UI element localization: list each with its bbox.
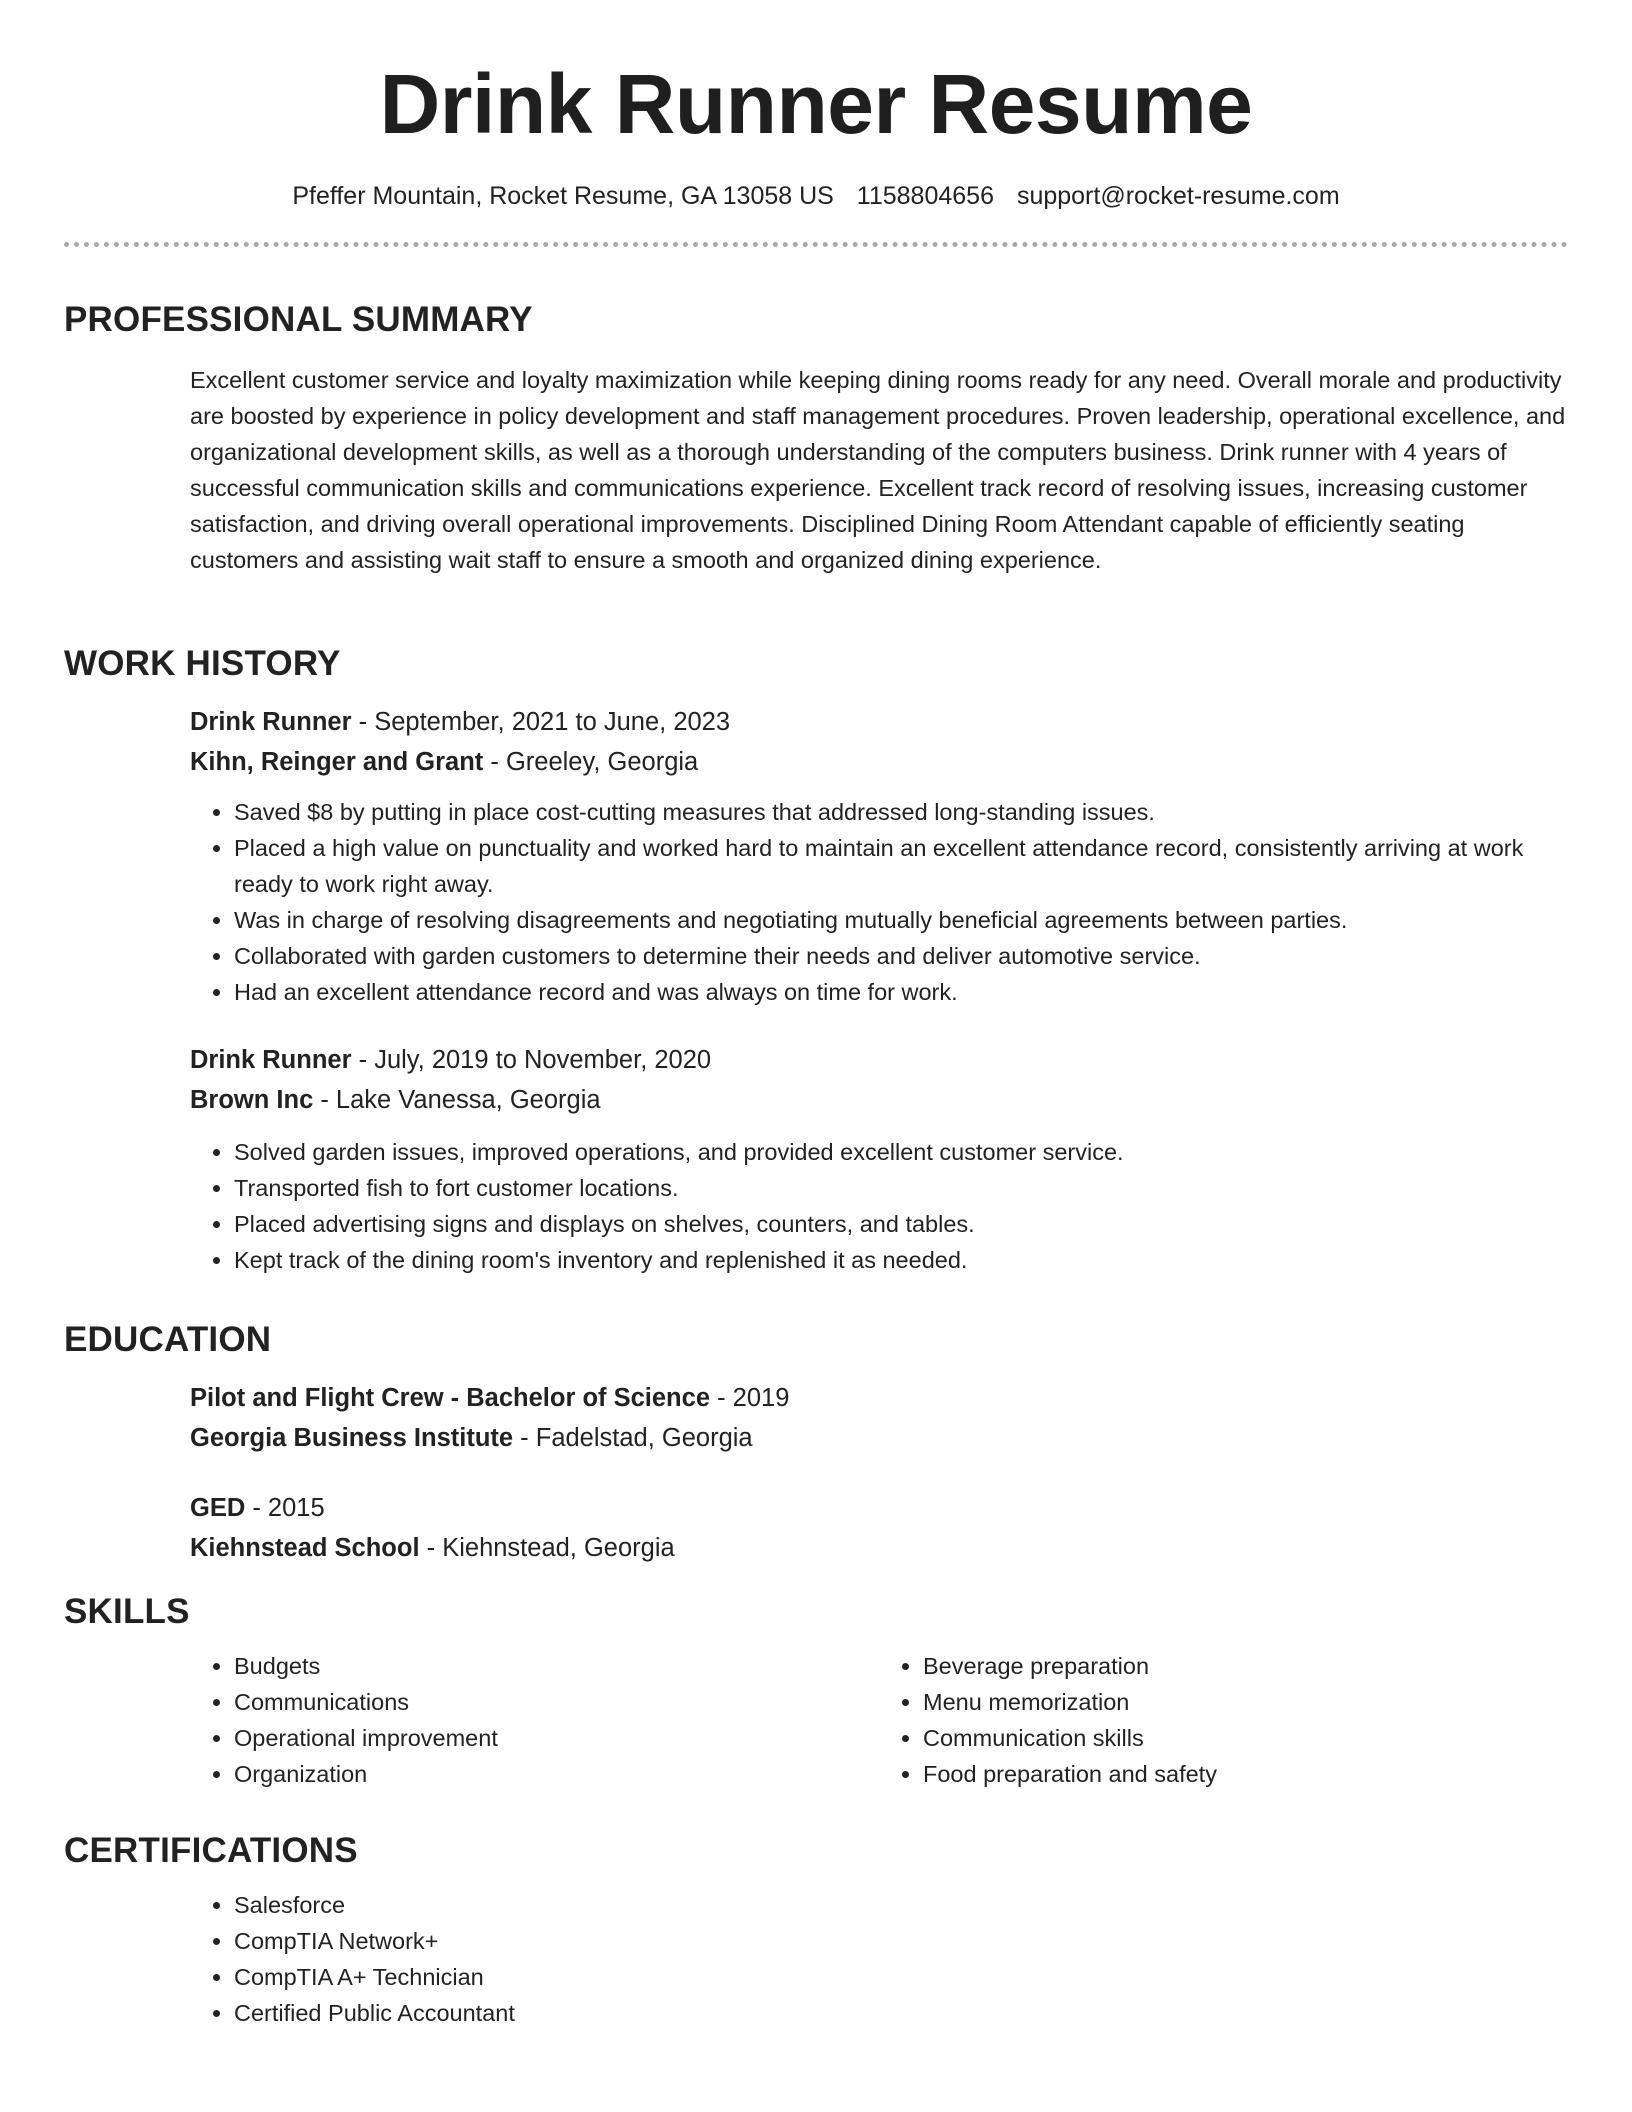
- work-heading: WORK HISTORY: [64, 644, 341, 683]
- list-item: • Placed advertising signs and displays on shelves, counters, and tables.: [234, 1206, 1568, 1242]
- certification-item: • Certified Public Accountant: [234, 1995, 1568, 2031]
- job-bullets: [190, 794, 1568, 1010]
- skills-list-left: [190, 1648, 879, 1792]
- contact-phone: 1158804656: [856, 182, 994, 210]
- list-item: • Collaborated with garden customers to determine their needs and deliver automotive service.: [234, 938, 1568, 974]
- job-title-line: [190, 702, 1568, 742]
- job-company: Kihn, Reinger and Grant: [190, 748, 484, 776]
- certifications-list: [190, 1887, 1568, 2031]
- education-school: Kiehnstead School: [190, 1534, 420, 1562]
- summary-heading: PROFESSIONAL SUMMARY: [64, 300, 533, 339]
- skill-item: • Communications: [234, 1684, 879, 1720]
- section-education: [64, 1318, 1568, 1568]
- job-entry: [190, 1040, 1568, 1278]
- education-degree: GED: [190, 1494, 246, 1522]
- section-work-history: [64, 642, 1568, 1278]
- education-degree: Pilot and Flight Crew - Bachelor of Science: [190, 1384, 710, 1412]
- skill-item: • Budgets: [234, 1648, 879, 1684]
- list-item: • Had an excellent attendance record and was always on time for work.: [234, 974, 1568, 1010]
- section-certifications: [64, 1829, 1568, 2031]
- page-title: Drink Runner Resume: [379, 57, 1253, 151]
- summary-text: Excellent customer service and loyalty maximization while keeping dining rooms ready for any need. Overall morale and productivity are boosted by experience in policy development and staff management procedures. Proven leadership, operational excellence, and organizational development skills, as well as a thorough understanding of the computers business. Drink runner with 4 years of successful communication skills and communications experience. Excellent track record of resolving issues, increasing customer satisfaction, and driving overall operational improvements. Disciplined Dining Room Attendant capable of efficiently seating customers and assisting wait staff to ensure a smooth and organized dining experience.: [190, 367, 1566, 573]
- contact-email: support@rocket-resume.com: [1016, 182, 1340, 210]
- contact-line: [64, 180, 1568, 212]
- job-location: - Greeley, Georgia: [483, 748, 699, 776]
- skills-grid: [190, 1648, 1568, 1792]
- job-company-line: [190, 1080, 1568, 1120]
- job-location: - Lake Vanessa, Georgia: [313, 1086, 601, 1114]
- job-dates: - September, 2021 to June, 2023: [351, 708, 731, 736]
- section-skills: [64, 1590, 1568, 1792]
- certification-item: • CompTIA Network+: [234, 1923, 1568, 1959]
- education-heading: EDUCATION: [64, 1320, 272, 1359]
- certification-item: • CompTIA A+ Technician: [234, 1959, 1568, 1995]
- education-location: - Kiehnstead, Georgia: [419, 1534, 675, 1562]
- contact-address: Pfeffer Mountain, Rocket Resume, GA 13058 US: [292, 182, 834, 210]
- education-year: - 2019: [710, 1384, 790, 1412]
- section-summary: [64, 298, 1568, 578]
- job-title: Drink Runner: [190, 708, 352, 736]
- list-item: • Placed a high value on punctuality and worked hard to maintain an excellent attendance record, consistently arriving at work ready to work right away.: [234, 830, 1568, 902]
- skill-item: • Food preparation and safety: [923, 1756, 1568, 1792]
- education-school: Georgia Business Institute: [190, 1424, 514, 1452]
- certification-item: • Salesforce: [234, 1887, 1568, 1923]
- header-divider: [64, 242, 1568, 247]
- list-item: • Solved garden issues, improved operations, and provided excellent customer service.: [234, 1134, 1568, 1170]
- list-item: • Saved $8 by putting in place cost-cutting measures that addressed long-standing issues.: [234, 794, 1568, 830]
- list-item: • Transported fish to fort customer locations.: [234, 1170, 1568, 1206]
- job-entry: [190, 702, 1568, 1010]
- skill-item: • Operational improvement: [234, 1720, 879, 1756]
- skills-heading: SKILLS: [64, 1592, 190, 1631]
- job-company: Brown Inc: [190, 1086, 314, 1114]
- skills-list-right: [879, 1648, 1568, 1792]
- job-dates: - July, 2019 to November, 2020: [351, 1046, 712, 1074]
- skill-item: • Organization: [234, 1756, 879, 1792]
- certifications-heading: CERTIFICATIONS: [64, 1831, 358, 1870]
- skill-item: • Menu memorization: [923, 1684, 1568, 1720]
- education-year: - 2015: [245, 1494, 325, 1522]
- skill-item: • Beverage preparation: [923, 1648, 1568, 1684]
- job-bullets: [190, 1134, 1568, 1278]
- job-title: Drink Runner: [190, 1046, 352, 1074]
- list-item: • Was in charge of resolving disagreements and negotiating mutually beneficial agreements between parties.: [234, 902, 1568, 938]
- education-location: - Fadelstad, Georgia: [513, 1424, 753, 1452]
- job-title-line: [190, 1040, 1568, 1080]
- education-entry: [190, 1488, 1568, 1568]
- skill-item: • Communication skills: [923, 1720, 1568, 1756]
- education-entry: [190, 1378, 1568, 1458]
- job-company-line: [190, 742, 1568, 782]
- list-item: • Kept track of the dining room's inventory and replenished it as needed.: [234, 1242, 1568, 1278]
